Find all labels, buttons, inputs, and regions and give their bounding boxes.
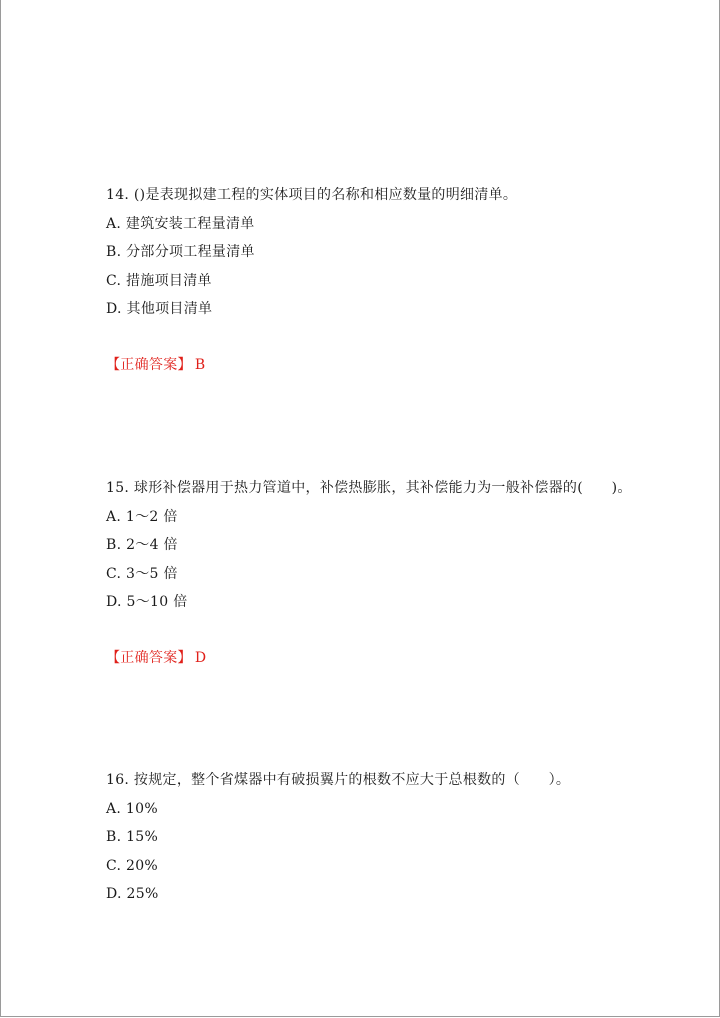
option-b: B. 分部分项工程量清单 [106,244,255,260]
option-c: C. 3～5 倍 [106,566,178,582]
option-b: B. 15% [106,829,159,845]
answer-label: 【正确答案】 [106,650,192,666]
option-a: A. 10% [106,801,158,817]
correct-answer [106,356,205,374]
option-b: B. 2～4 倍 [106,537,178,553]
answer-label: 【正确答案】 [106,357,192,373]
option-c: C. 20% [106,858,159,874]
answer-value: B [194,357,206,373]
option-a: A. 1～2 倍 [106,509,178,525]
answer-value: D [194,650,207,666]
option-d: D. 5～10 倍 [106,594,188,610]
question-stem: 15. 球形补偿器用于热力管道中，补偿热膨胀，其补偿能力为一般补偿器的( )。 [106,480,632,496]
option-c: C. 措施项目清单 [106,273,212,289]
question-stem: 16. 按规定，整个省煤器中有破损翼片的根数不应大于总根数的（ ）。 [106,772,571,788]
option-d: D. 其他项目清单 [106,301,213,317]
correct-answer [106,649,206,667]
question-stem: 14. ()是表现拟建工程的实体项目的名称和相应数量的明细清单。 [106,187,518,203]
option-d: D. 25% [106,886,159,902]
option-a: A. 建筑安装工程量清单 [106,216,255,232]
